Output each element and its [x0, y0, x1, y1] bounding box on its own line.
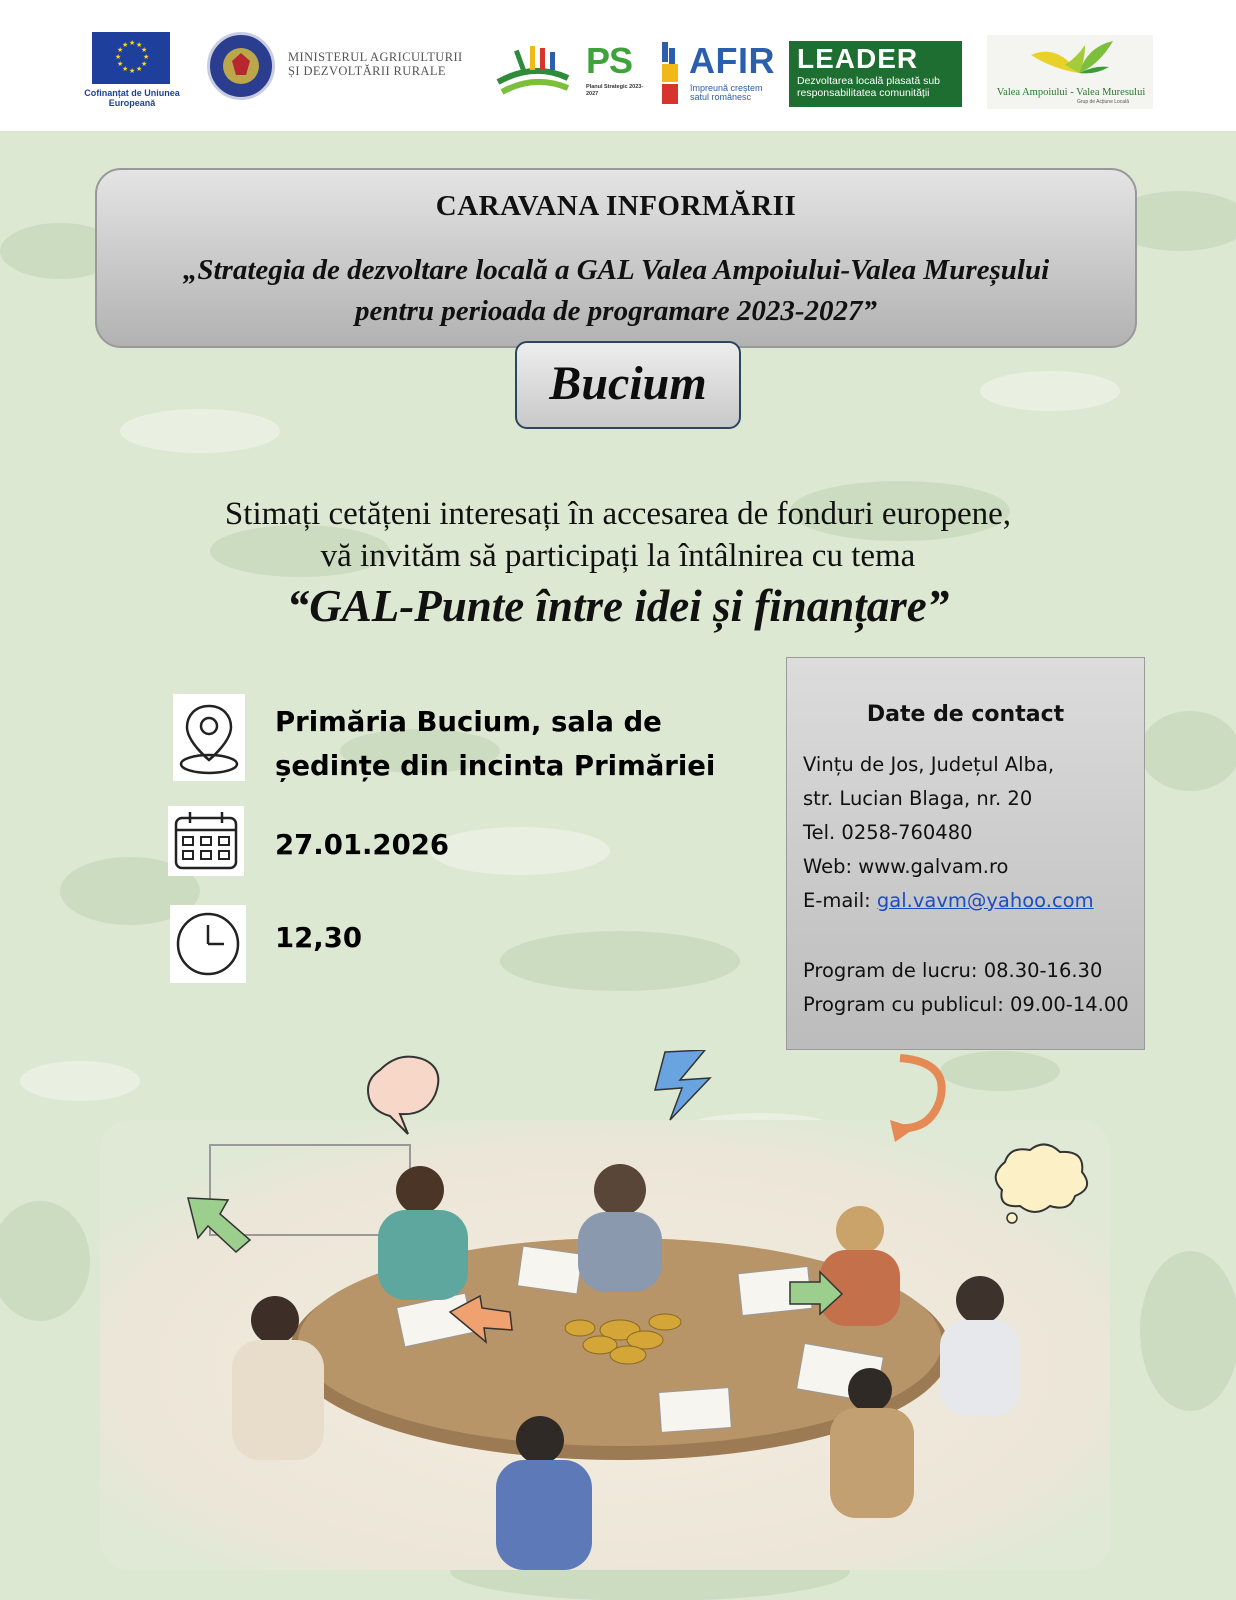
contact-email-row: [803, 889, 1094, 912]
meeting-illustration: [100, 1050, 1110, 1570]
svg-text:★: ★: [122, 65, 129, 73]
leader-subtitle: Dezvoltarea locală plasată sub responsabilitatea comunității: [797, 75, 941, 99]
event-venue: Primăria Bucium, sala de ședințe din incinta Primăriei: [275, 706, 716, 782]
location-pin-icon: [173, 694, 245, 781]
leader-logo: [789, 41, 962, 107]
ps-logo-text: PS: [586, 40, 633, 81]
svg-text:★: ★: [143, 53, 150, 61]
government-seal-icon: [207, 32, 275, 100]
contact-address-line-2: str. Lucian Blaga, nr. 20: [803, 787, 1033, 810]
meeting-topic: “GAL-Punte între idei și finanțare”: [286, 581, 950, 631]
strategy-line-1: „Strategia de dezvoltare locală a GAL Valea Ampoiului-Valea Mureșului: [182, 254, 1050, 286]
strategy-subtitle: [117, 250, 1115, 332]
svg-text:★: ★: [129, 67, 136, 75]
eu-cofunding-caption: Cofinanțat de Uniunea Europeană: [84, 88, 180, 108]
contact-web: Web: www.galvam.ro: [803, 855, 1009, 878]
location-name: Bucium: [515, 341, 741, 429]
ps-plan-icon: [494, 42, 572, 98]
valea-caption: Valea Ampoiului - Valea Muresului: [996, 87, 1146, 98]
event-date: 27.01.2026: [275, 829, 449, 861]
invitation-line-2: vă invităm să participați la întâlnirea cu tema: [320, 538, 916, 574]
calendar-icon: [168, 806, 244, 876]
ministry-name: MINISTERUL AGRICULTURII ȘI DEZVOLTĂRII RURALE: [288, 50, 463, 78]
page-title: CARAVANA INFORMĂRII: [435, 190, 797, 222]
eu-flag-icon: [92, 32, 170, 84]
afir-caption: împreună creștem satul românesc: [690, 83, 763, 102]
partner-logos-header: [0, 0, 1236, 131]
contact-title: Date de contact: [866, 702, 1065, 727]
svg-text:★: ★: [136, 65, 143, 73]
valea-sub-caption: Grup de Acțiune Locală: [1077, 99, 1129, 105]
clock-icon: [170, 905, 246, 983]
svg-text:★: ★: [136, 41, 143, 49]
contact-email-label: E-mail:: [803, 889, 877, 912]
contact-public-hours: Program cu publicul: 09.00-14.00: [803, 993, 1129, 1016]
event-title-panel: [95, 168, 1137, 348]
svg-text:★: ★: [122, 41, 129, 49]
valea-gal-logo: [987, 35, 1153, 109]
svg-text:★: ★: [141, 60, 148, 68]
contact-address-line-1: Vințu de Jos, Județul Alba,: [803, 753, 1055, 776]
svg-text:★: ★: [141, 46, 148, 54]
contact-email-link[interactable]: gal.vavm@yahoo.com: [876, 889, 1094, 912]
strategy-line-2: pentru perioada de programare 2023-2027”: [355, 295, 877, 327]
svg-text:★: ★: [129, 39, 136, 47]
invitation-line-1: Stimați cetățeni interesați în accesarea de fonduri europene,: [224, 496, 1012, 532]
event-time: 12,30: [275, 922, 362, 954]
svg-text:★: ★: [115, 53, 122, 61]
afir-flag-icon: [659, 42, 681, 106]
svg-text:★: ★: [117, 46, 124, 54]
leader-title: LEADER: [797, 43, 919, 74]
svg-text:★: ★: [117, 60, 124, 68]
contact-work-hours: Program de lucru: 08.30-16.30: [803, 959, 1103, 982]
contact-panel: [786, 657, 1145, 1050]
afir-logo-text: AFIR: [689, 40, 775, 81]
valea-leaf-icon: [987, 35, 1153, 87]
ps-caption: Planul Strategic 2023-2027: [586, 84, 644, 97]
contact-phone: Tel. 0258-760480: [803, 821, 973, 844]
